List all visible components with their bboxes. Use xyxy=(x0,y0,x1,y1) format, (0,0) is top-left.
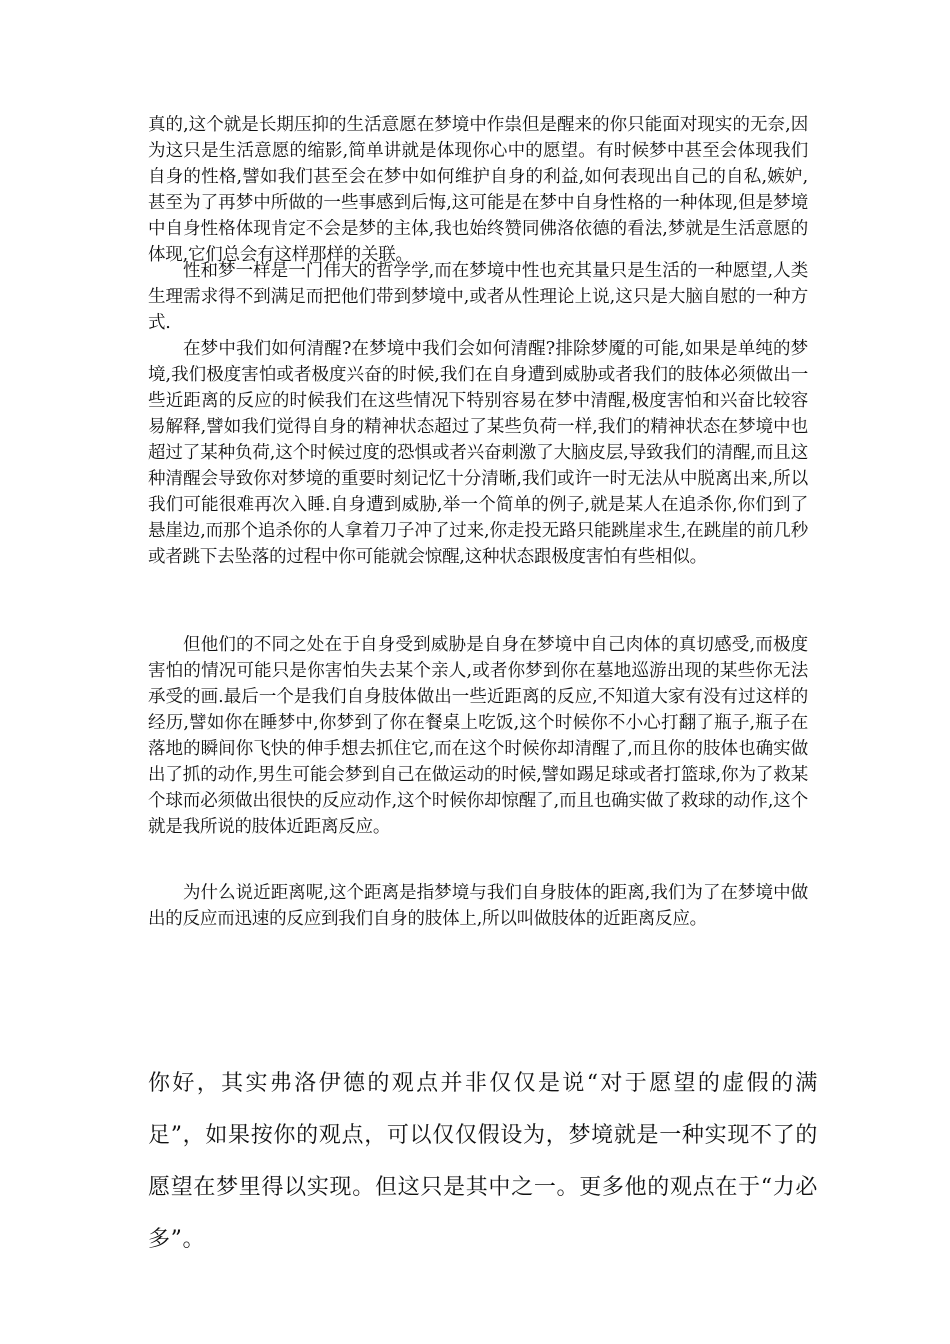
paragraph-dream-desire: 真的,这个就是长期压抑的生活意愿在梦境中作祟但是醒来的你只能面对现实的无奈,因为这只是生活意愿的缩影,简单讲就是体现你心中的愿望。有时候梦中甚至会体现我们自身的性格,譬如我们甚至会在梦中如何维护自身的利益,如何表现出自己的自私,嫉妒,甚至为了再梦中所做的一些事感到后悔,这可能是在梦中自身性格的一种体现,但是梦境中自身性格体现肯定不会是梦的主体,我也始终赞同佛洛依德的看法,梦就是生活意愿的体现,它们总会有这样那样的关联。 xyxy=(148,115,808,265)
reply-paragraph: 你好，其实弗洛伊德的观点并非仅仅是说“对于愿望的虚假的满足”，如果按你的观点，可以仅仅假设为，梦境就是一种实现不了的愿望在梦里得以实现。但这只是其中之一。更多他的观点在于“力必多”。 xyxy=(148,1071,818,1252)
paragraph-sex-and-dream: 性和梦一样是一门伟大的哲学学,而在梦境中性也充其量只是生活的一种愿望,人类生理需求得不到满足而把他们带到梦境中,或者从性理论上说,这只是大脑自慰的一种方式. xyxy=(148,261,808,333)
paragraph-threat-difference: 但他们的不同之处在于自身受到威胁是自身在梦境中自己肉体的真切感受,而极度害怕的情况可能只是你害怕失去某个亲人,或者你梦到你在墓地巡游出现的某些你无法承受的画.最后一个是我们自身肢体做出一些近距离的反应,不知道大家有没有过这样的经历,譬如你在睡梦中,你梦到了你在餐桌上吃饭,这个时候你不小心打翻了瓶子,瓶子在落地的瞬间你飞快的伸手想去抓住它,而在这个时候你却清醒了,而且你的肢体也确实做出了抓的动作,男生可能会梦到自己在做运动的时候,譬如踢足球或者打篮球,你为了救某个球而必须做出很快的反应动作,这个时候你却惊醒了,而且也确实做了救球的动作,这个就是我所说的肢体近距离反应。 xyxy=(148,635,808,837)
paragraph-waking-in-dream: 在梦中我们如何清醒?在梦境中我们会如何清醒?排除梦魇的可能,如果是单纯的梦境,我们极度害怕或者极度兴奋的时候,我们在自身遭到威胁或者我们的肢体必须做出一些近距离的反应的时候我们在这些情况下特别容易在梦中清醒,极度害怕和兴奋比较容易解释,譬如我们觉得自身的精神状态超过了某些负荷一样,我们的精神状态在梦境中也超过了某种负荷,这个时候过度的恐惧或者兴奋刺激了大脑皮层,导致我们的清醒,而且这种清醒会导致你对梦境的重要时刻记忆十分清晰,我们或许一时无法从中脱离出来,所以我们可能很难再次入睡.自身遭到威胁,举一个简单的例子,就是某人在追杀你,你们到了悬崖边,而那个追杀你的人拿着刀子冲了过来,你走投无路只能跳崖求生,在跳崖的前几秒或者跳下去坠落的过程中你可能就会惊醒,这种状态跟极度害怕有些相似。 xyxy=(148,339,808,567)
paragraph-close-distance: 为什么说近距离呢,这个距离是指梦境与我们自身肢体的距离,我们为了在梦境中做出的反应而迅速的反应到我们自身的肢体上,所以叫做肢体的近距离反应。 xyxy=(148,883,808,929)
